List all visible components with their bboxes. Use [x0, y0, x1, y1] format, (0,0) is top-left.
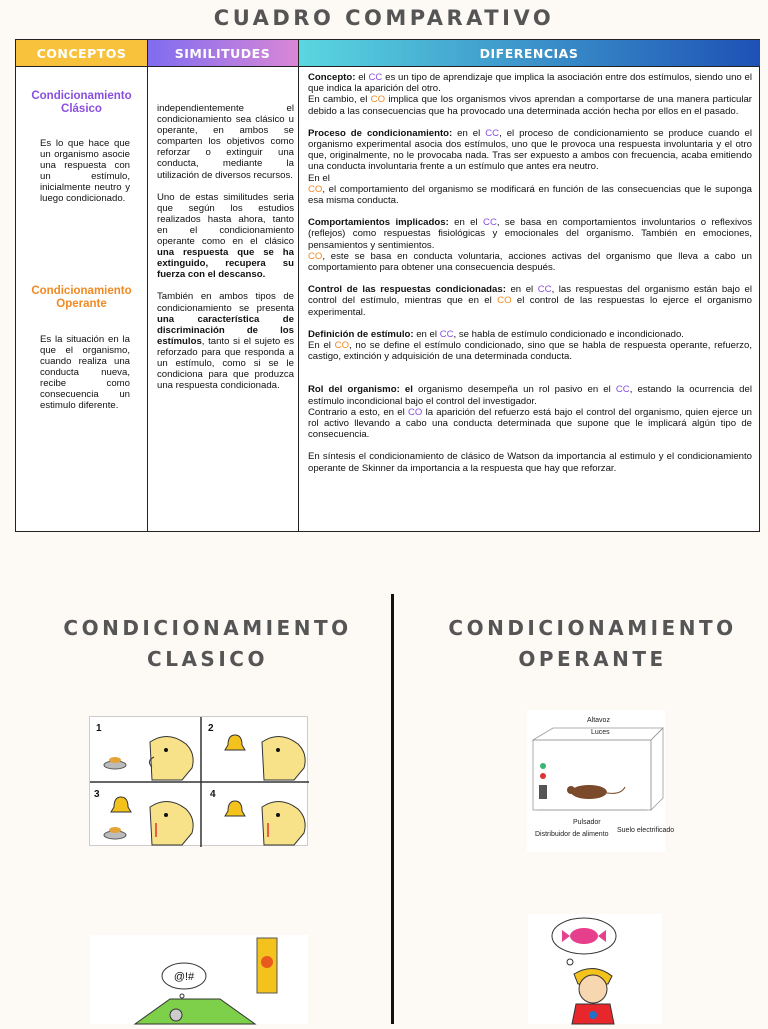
diferencia-rol: Rol del organismo: el organismo desempeña un rol pasivo en el CC, estando la ocurrencia del estímulo incondicional bajo el control del investigador. Contrario a esto, en el CO la aparición del refuerzo está bajo el control del organismo, quien ejerce un rol activo llevando a cabo una conducta determinada que supone que le implicará algún tipo de consecuencia.: [308, 384, 752, 441]
diferencia-proceso: Proceso de condicionamiento: en el CC, el proceso de condicionamiento se produce cuando el organismo experimental asocia dos estímulos, uno que le provoca una respuesta involuntaria y el otro que, originalmente, no le provocaba nada. Tras ser expuesto a ambos con frecuencia, acaba emitiendo una conducta involuntaria frente a un estímulo que antes era neutro. En el CO, el comportamiento del organismo se modificará en función de las consecuencias que le suponga esa misma conducta.: [308, 127, 752, 207]
skinner-label: Distribuidor de alimento: [535, 831, 609, 838]
operante-heading: CONDICIONAMIENTO OPERANTE: [448, 616, 737, 671]
skinner-label: Altavoz: [587, 717, 610, 724]
concept-operante-title: Condicionamiento Operante: [31, 285, 132, 310]
speech-text: @!#: [173, 971, 195, 983]
panel-number: 2: [208, 723, 214, 734]
pavlov-diagram-svg: [90, 717, 309, 847]
column-divider: [147, 40, 148, 531]
skinner-box-svg: [527, 710, 675, 852]
skinner-box-image: [527, 710, 675, 852]
diferencia-definicion: Definición de estímulo: en el CC, se habla de estímulo condicionado e incondicionado. En el CO, no se define el estímulo condicionado, sino que se habla de respuesta operante, refuerzo, castigo, extinción y adquisición de una determinada conducta.: [308, 328, 752, 363]
header-divider: [16, 66, 759, 67]
skinner-label: Luces: [591, 729, 610, 736]
diferencia-comportamientos: Comportamientos implicados: en el CC, se basa en comportamientos involuntarios o reflexivos (reflejos) como respuestas fisiológicas y emocionales del organismo. También en emociones, pensamientos y sentimientos. CO, este se basa en conducta voluntaria, acciones activas del organismo que lleva a cabo un comportamiento para obtener una consecuencia después.: [308, 217, 753, 274]
similitudes-column: [157, 103, 294, 402]
dog-house-cartoon-image: [90, 935, 308, 1024]
dog-house-cartoon-svg: [90, 935, 308, 1024]
skinner-label: Suelo electrificado: [617, 827, 675, 834]
panel-number: 3: [94, 789, 100, 800]
dog-icon: [149, 736, 305, 845]
concept-clasico-desc: Es lo que hace que un organismo asocie una respuesta con un estímulo, inicialmente neutro y luego condicionado.: [40, 138, 130, 204]
column-divider: [298, 40, 299, 531]
similitud-paragraph: También en ambos tipos de condicionamiento se presenta una característica de discriminación de los estímulos, tanto si el sujeto es reforzado para que responda a un estímulo, como si se le condiciona para que produzca una respuesta condicionada.: [157, 291, 294, 392]
vertical-divider: [391, 594, 394, 1024]
panel-number: 1: [96, 723, 102, 734]
page-title: CUADRO COMPARATIVO: [213, 6, 555, 30]
panel-number: 4: [210, 789, 216, 800]
skinner-label: Pulsador: [573, 819, 601, 826]
header-similitudes: SIMILITUDES: [147, 40, 298, 66]
similitud-paragraph: independientemente el condicionamiento sea clásico u operante, en ambos se comparten los objetivos como reforzar o extinguir una conducta, mediante la utilización de diversos recursos.: [157, 103, 294, 181]
clasico-heading: CONDICIONAMIENTO CLASICO: [63, 616, 352, 671]
boy-candy-cartoon-image: [528, 914, 662, 1024]
diferencias-column: [308, 72, 752, 485]
diferencia-concepto: Concepto: el CC es un tipo de aprendizaje que implica la asociación entre dos estímulos, siendo uno el que indica la aparición del otro. En cambio, el CO implica que los organismos vivos aprendan a comportarse de una manera particular debido a las consecuencias que ha provocado una determinada acción hecha por ellos en el pasado.: [308, 72, 752, 117]
similitud-paragraph: Uno de estas similitudes seria que según los estudios realizados hasta ahora, tanto en el condicionamiento operante como en el clásico una respuesta que se ha extinguido, recupera su fuerza con el descanso.: [157, 191, 294, 281]
rat-icon: [567, 785, 625, 799]
comparison-table: [15, 39, 760, 532]
boy-candy-cartoon-svg: [528, 914, 662, 1024]
concept-clasico-title: Condicionamiento Clásico: [31, 90, 132, 115]
diferencia-sintesis: En síntesis el condicionamiento de clásico de Watson da importancia al estimulo y el condicionamiento operante de Skinner da importancia a la respuesta que hay que reforzar.: [308, 451, 752, 474]
diferencia-control: Control de las respuestas condicionadas: en el CC, las respuestas del organismo están bajo el control del estímulo, mientras que en el CO el control de las respuestas lo ejerce el organismo experimental.: [308, 284, 753, 318]
header-conceptos: CONCEPTOS: [16, 40, 147, 66]
header-diferencias: DIFERENCIAS: [298, 40, 760, 66]
concept-operante-desc: Es la situación en la que el organismo, cuando realiza una conducta nueva, recibe como consecuencia un estimulo diferente.: [40, 334, 130, 411]
pavlov-diagram-image: [89, 716, 308, 846]
